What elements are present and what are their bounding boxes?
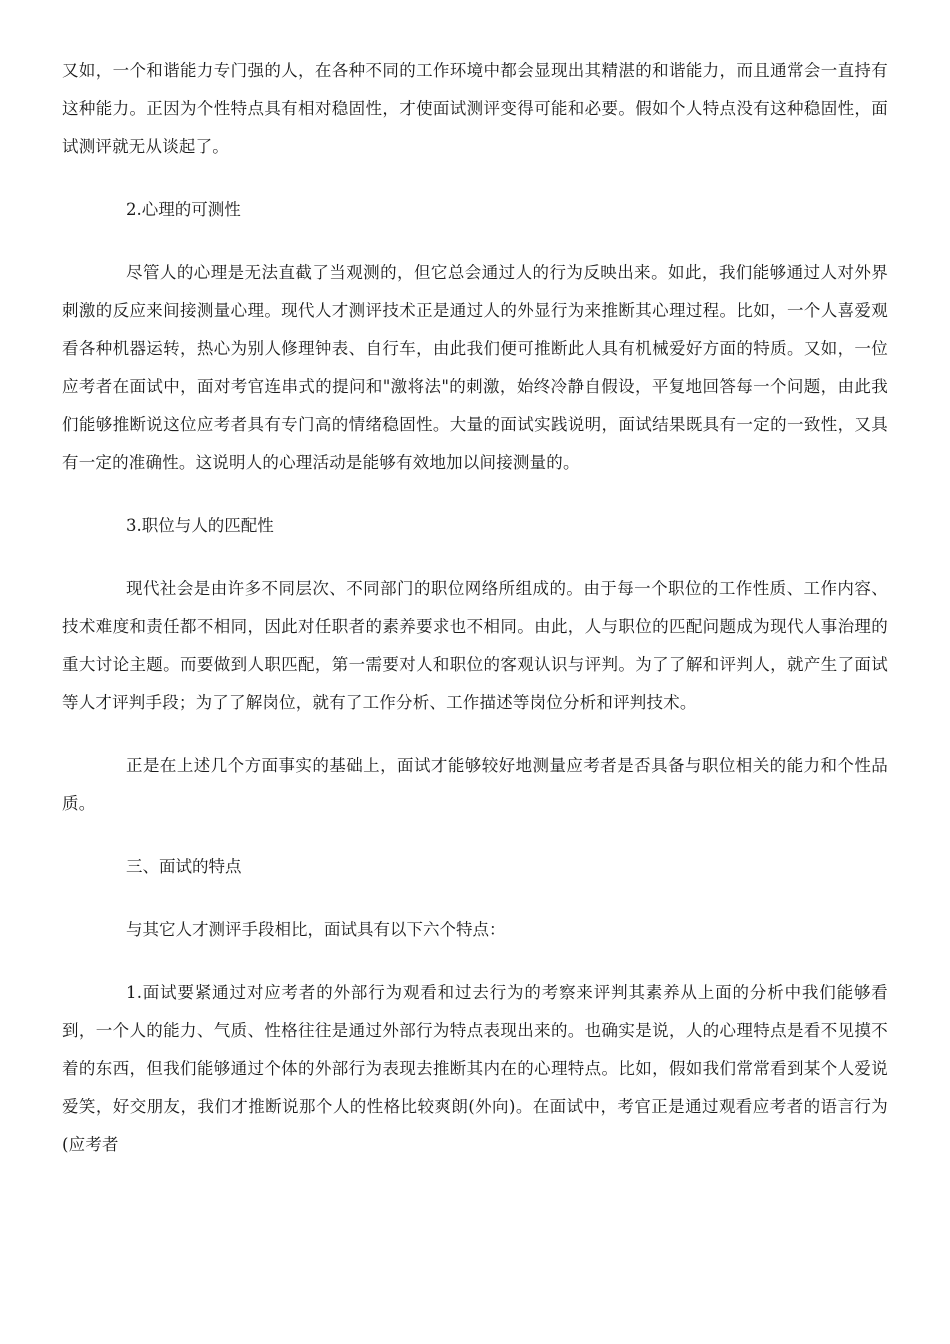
paragraph-psychological-measurability: 尽管人的心理是无法直截了当观测的，但它总会通过人的行为反映出来。如此，我们能够通过人对外界刺激的反应来间接测量心理。现代人才测评技术正是通过人的外显行为来推断其心理过程。比如，一个人喜爱观看各种机器运转，热心为别人修理钟表、自行车，由此我们便可推断此人具有机械爱好方面的特质。又如，一位应考者在面试中，面对考官连串式的提问和"激将法"的刺激，始终冷静自假设，平复地回答每一个问题，由此我们能够推断说这位应考者具有专门高的情绪稳固性。大量的面试实践说明，面试结果既具有一定的一致性，又具有一定的准确性。这说明人的心理活动是能够有效地加以间接测量的。 <box>62 263 888 472</box>
paragraph-feature-one: 1.面试要紧通过对应考者的外部行为观看和过去行为的考察来评判其素养从上面的分析中我们能够看到，一个人的能力、气质、性格往往是通过外部行为特点表现出来的。也确实是说，人的心理特点是看不见摸不着的东西，但我们能够通过个体的外部行为表现去推断其内在的心理特点。比如，假如我们常常看到某个人爱说爱笑，好交朋友，我们才推断说那个人的性格比较爽朗(外向)。在面试中，考官正是通过观看应考者的语言行为(应考者 <box>62 983 888 1154</box>
heading-interview-features: 三、面试的特点 <box>126 857 242 876</box>
paragraph-job-person-match: 现代社会是由许多不同层次、不同部门的职位网络所组成的。由于每一个职位的工作性质、工作内容、技术难度和责任都不相同，因此对任职者的素养要求也不相同。由此，人与职位的匹配问题成为现代人事治理的重大讨论主题。而要做到人职匹配，第一需要对人和职位的客观认识与评判。为了了解和评判人，就产生了面试等人才评判手段；为了了解岗位，就有了工作分析、工作描述等岗位分析和评判技术。 <box>62 579 888 712</box>
paragraph-conclusion: 正是在上述几个方面事实的基础上，面试才能够较好地测量应考者是否具备与职位相关的能力和个性品质。 <box>62 756 888 813</box>
paragraph-features-intro: 与其它人才测评手段相比，面试具有以下六个特点： <box>126 920 506 939</box>
heading-job-person-match: 3.职位与人的匹配性 <box>126 516 274 535</box>
heading-psychological-measurability: 2.心理的可测性 <box>126 200 241 219</box>
paragraph-personality-stability: 又如，一个和谐能力专门强的人，在各种不同的工作环境中都会显现出其精湛的和谐能力，而且通常会一直持有这种能力。正因为个性特点具有相对稳固性，才使面试测评变得可能和必要。假如个人特点没有这种稳固性，面试测评就无从谈起了。 <box>62 61 888 156</box>
